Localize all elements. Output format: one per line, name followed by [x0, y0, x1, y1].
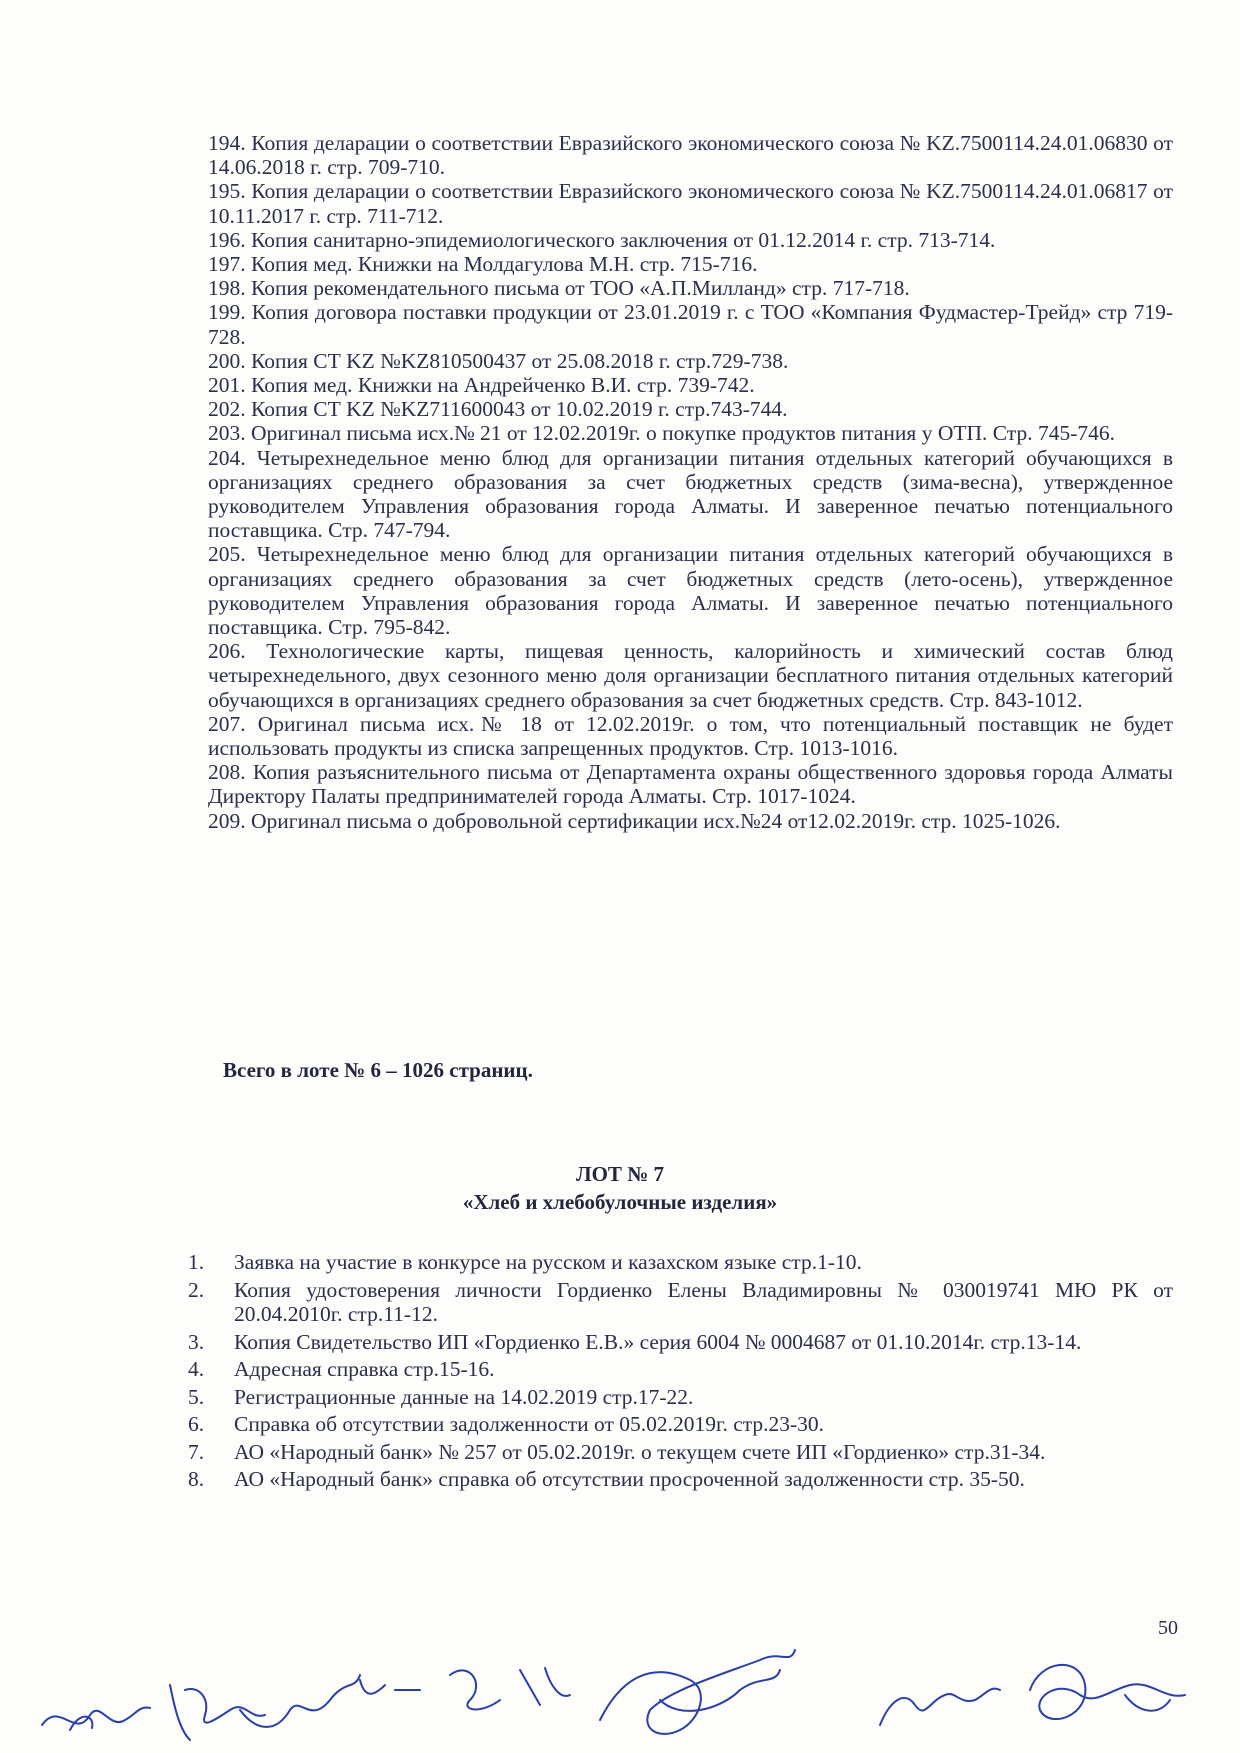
item-number: 6.	[188, 1412, 205, 1436]
item-text: Регистрационные данные на 14.02.2019 стр.17-22.	[234, 1384, 694, 1409]
lot6-document-list	[208, 131, 1173, 833]
list-item	[188, 1440, 1173, 1465]
item-number: 8.	[188, 1467, 205, 1491]
lot7-document-list	[188, 1250, 1173, 1495]
list-item: 204. Четырехнедельное меню блюд для организации питания отдельных категорий обучающихся в организациях среднего образования за счет бюджетных средств (зима-весна), утвержденное руководителем Управления образования города Алматы. И заверенное печатью потенциального поставщика. Стр. 747-794.	[208, 445, 1173, 543]
list-item	[188, 1278, 1173, 1327]
item-text: Заявка на участие в конкурсе на русском и казахском языке стр.1-10.	[234, 1250, 862, 1274]
list-item	[188, 1250, 1173, 1275]
item-number: 3.	[188, 1329, 205, 1354]
lot7-subtitle: «Хлеб и хлебобулочные изделия»	[462, 1190, 778, 1214]
list-item: 202. Копия СТ KZ №KZ711600043 от 10.02.2019 г. стр.743-744.	[208, 397, 788, 422]
lot6-total-pages: Всего в лоте № 6 – 1026 страниц.	[223, 1058, 533, 1082]
item-number: 5.	[188, 1384, 205, 1409]
list-item: 195. Копия деларации о соответствии Евразийского экономического союза № KZ.7500114.24.01.06817 от 10.11.2017 г. стр. 711-712.	[208, 179, 1173, 228]
item-text: Справка об отсутствии задолженности от 05.02.2019г. стр.23-30.	[234, 1412, 825, 1436]
lot7-title: ЛОТ № 7	[575, 1162, 665, 1186]
list-item	[188, 1357, 1173, 1382]
item-number: 2.	[188, 1277, 205, 1302]
item-number: 1.	[188, 1250, 205, 1274]
list-item: 197. Копия мед. Книжки на Молдагулова М.Н. стр. 715-716.	[208, 252, 758, 277]
list-item	[188, 1412, 1173, 1437]
item-number: 4.	[188, 1357, 205, 1381]
list-item: 194. Копия деларации о соответствии Евразийского экономического союза № KZ.7500114.24.01.06830 от 14.06.2018 г. стр. 709-710.	[208, 131, 1173, 180]
list-item: 200. Копия СТ KZ №KZ810500437 от 25.08.2018 г. стр.729-738.	[208, 348, 789, 373]
item-text: Копия Свидетельство ИП «Гордиенко Е.В.» серия 6004 № 0004687 от 01.10.2014г. стр.13-14.	[234, 1329, 1082, 1354]
page-number: 50	[1158, 1617, 1178, 1639]
list-item: 209. Оригинал письма о добровольной сертификации исх.№24 от12.02.2019г. стр. 1025-1026.	[208, 808, 1061, 833]
list-item	[188, 1330, 1173, 1355]
list-item: 196. Копия санитарно-эпидемиологического заключения от 01.12.2014 г. стр. 713-714.	[208, 227, 996, 252]
item-text: Копия удостоверения личности Гордиенко Елены Владимировны № 030019741 МЮ РК от 20.04.2010г. стр.11-12.	[234, 1277, 1173, 1326]
item-text: Адресная справка стр.15-16.	[234, 1357, 495, 1381]
handwritten-signatures-icon	[0, 1590, 1240, 1753]
list-item: 203. Оригинал письма исх.№ 21 от 12.02.2019г. о покупке продуктов питания у ОТП. Стр. 745-746.	[208, 421, 1115, 446]
item-text: АО «Народный банк» справка об отсутствии просроченной задолженности стр. 35-50.	[234, 1467, 1025, 1491]
list-item	[188, 1467, 1173, 1492]
list-item: 201. Копия мед. Книжки на Андрейченко В.И. стр. 739-742.	[208, 373, 755, 398]
list-item: 198. Копия рекомендательного письма от ТОО «А.П.Милланд» стр. 717-718.	[208, 276, 910, 301]
list-item: 208. Копия разъяснительного письма от Департамента охраны общественного здоровья города Алматы Директору Палаты предпринимателей города Алматы. Стр. 1017-1024.	[208, 760, 1173, 809]
list-item: 205. Четырехнедельное меню блюд для организации питания отдельных категорий обучающихся в организациях среднего образования за счет бюджетных средств (лето-осень), утвержденное руководителем Управления образования города Алматы. И заверенное печатью потенциального поставщика. Стр. 795-842.	[208, 542, 1173, 640]
item-number: 7.	[188, 1439, 205, 1464]
list-item	[188, 1385, 1173, 1410]
list-item: 207. Оригинал письма исх.№ 18 от 12.02.2019г. о том, что потенциальный поставщик не будет использовать продукты из списка запрещенных продуктов. Стр. 1013-1016.	[208, 711, 1173, 761]
list-item: 199. Копия договора поставки продукции от 23.01.2019 г. с ТОО «Компания Фудмастер-Трейд» стр 719-728.	[208, 300, 1173, 349]
item-text: АО «Народный банк» № 257 от 05.02.2019г. о текущем счете ИП «Гордиенко» стр.31-34.	[234, 1439, 1046, 1464]
list-item: 206. Технологические карты, пищевая ценность, калорийность и химический состав блюд четырехнедельного, двух сезонного меню доля организации бесплатного питания отдельных категорий обучающихся в организациях среднего образования за счет бюджетных средств. Стр. 843-1012.	[208, 639, 1173, 712]
